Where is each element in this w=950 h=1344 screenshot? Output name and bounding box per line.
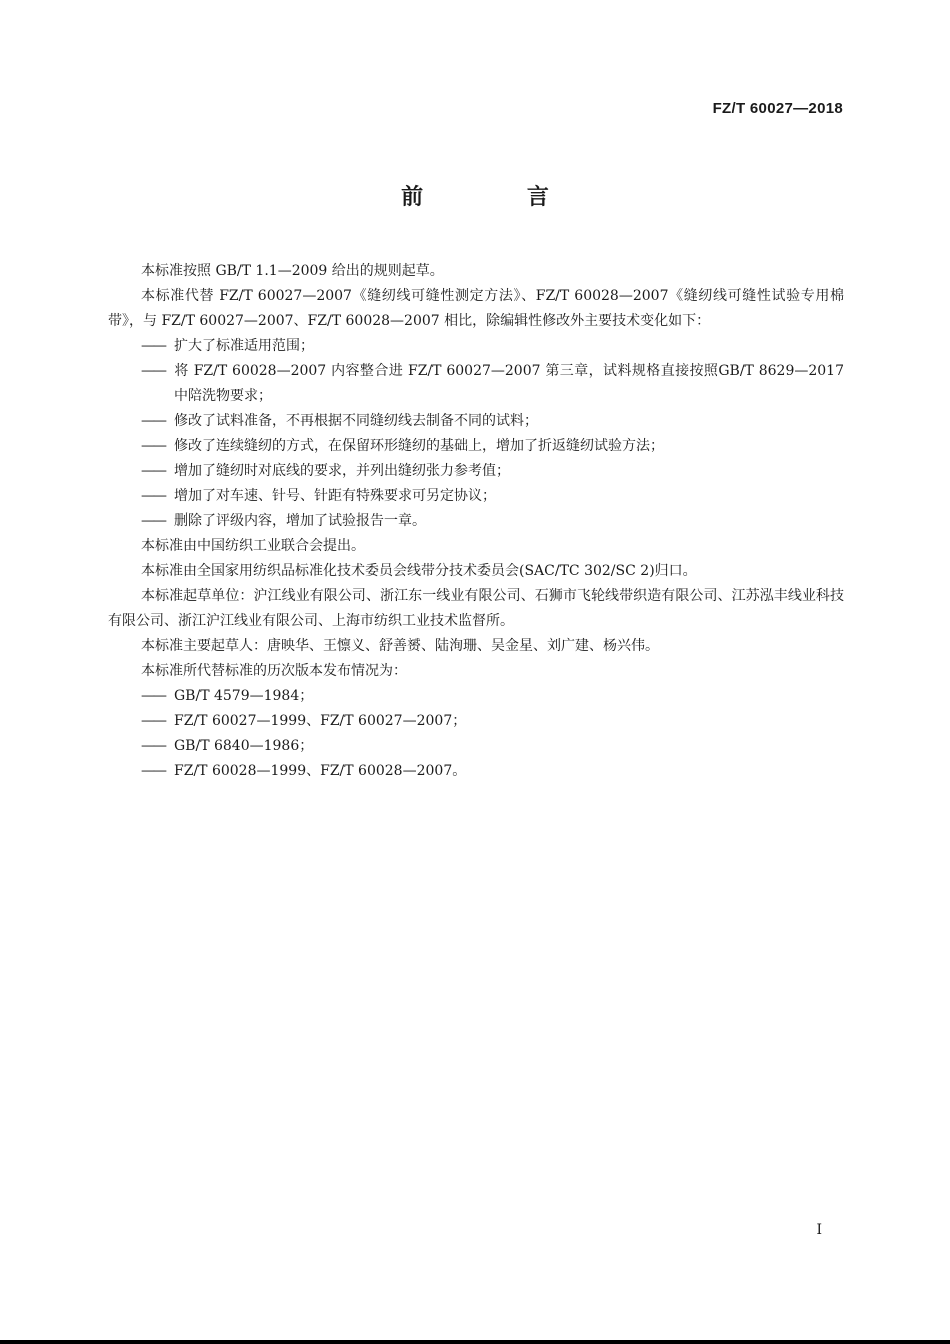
- change-text: 修改了试料准备，不再根据不同缝纫线去制备不同的试料；: [174, 413, 538, 429]
- change-text: 扩大了标准适用范围；: [174, 338, 314, 354]
- paragraph: 本标准所代替标准的历次版本发布情况为：: [141, 663, 407, 679]
- dash-marker: ——: [141, 763, 165, 779]
- change-item: [108, 334, 844, 359]
- change-text: 删除了评级内容，增加了试验报告一章。: [174, 513, 426, 529]
- paragraph: 本标准由中国纺织工业联合会提出。: [141, 538, 365, 554]
- change-item: [108, 484, 844, 509]
- dash-marker: ——: [141, 338, 165, 354]
- bottom-rule: [0, 1340, 950, 1344]
- change-item: [108, 434, 844, 459]
- change-item: [108, 409, 844, 434]
- change-item: [108, 509, 844, 534]
- history-text: FZ/T 60028—1999、FZ/T 60028—2007。: [174, 763, 467, 779]
- history-item: [108, 734, 844, 759]
- history-text: GB/T 6840—1986；: [174, 738, 314, 754]
- dash-marker: ——: [141, 413, 165, 429]
- paragraph: 本标准起草单位：沪江线业有限公司、浙江东一线业有限公司、石狮市飞轮线带织造有限公司、江苏泓丰线业科技有限公司、浙江沪江线业有限公司、上海市纺织工业技术监督所。: [108, 588, 844, 629]
- history-item: [108, 709, 844, 734]
- paragraph: 本标准主要起草人：唐映华、王懔义、舒善赟、陆洵珊、吴金星、刘广建、杨兴伟。: [141, 638, 659, 654]
- page-title: 前 言: [401, 185, 597, 210]
- dash-marker: ——: [141, 738, 165, 754]
- change-item: [108, 359, 844, 409]
- change-item: [108, 459, 844, 484]
- change-text: 修改了连续缝纫的方式，在保留环形缝纫的基础上，增加了折返缝纫试验方法；: [174, 438, 664, 454]
- history-text: GB/T 4579—1984；: [174, 688, 314, 704]
- dash-marker: ——: [141, 463, 165, 479]
- paragraph: 本标准按照 GB/T 1.1—2009 给出的规则起草。: [141, 263, 444, 279]
- dash-marker: ——: [141, 488, 165, 504]
- paragraph: 本标准代替 FZ/T 60027—2007《缝纫线可缝性测定方法》、FZ/T 60028—2007《缝纫线可缝性试验专用棉带》，与 FZ/T 60027—2007、FZ/T 60028—2007 相比，除编辑性修改外主要技术变化如下：: [108, 288, 844, 329]
- dash-marker: ——: [141, 513, 165, 529]
- dash-marker: ——: [141, 688, 165, 704]
- change-text: 增加了缝纫时对底线的要求，并列出缝纫张力参考值；: [174, 463, 510, 479]
- history-text: FZ/T 60027—1999、FZ/T 60027—2007；: [174, 713, 467, 729]
- preface-body: [108, 259, 844, 784]
- dash-marker: ——: [141, 438, 165, 454]
- standard-code: FZ/T 60027—2018: [712, 100, 843, 117]
- dash-marker: ——: [141, 363, 165, 379]
- paragraph: 本标准由全国家用纺织品标准化技术委员会线带分技术委员会(SAC/TC 302/SC 2)归口。: [141, 563, 697, 579]
- dash-marker: ——: [141, 713, 165, 729]
- change-text: 将 FZ/T 60028—2007 内容整合进 FZ/T 60027—2007 第三章，试料规格直接按照GB/T 8629—2017 中陪洗物要求；: [174, 363, 844, 404]
- change-text: 增加了对车速、针号、针距有特殊要求可另定协议；: [174, 488, 496, 504]
- page-number: I: [816, 1222, 822, 1238]
- history-item: [108, 759, 844, 784]
- history-item: [108, 684, 844, 709]
